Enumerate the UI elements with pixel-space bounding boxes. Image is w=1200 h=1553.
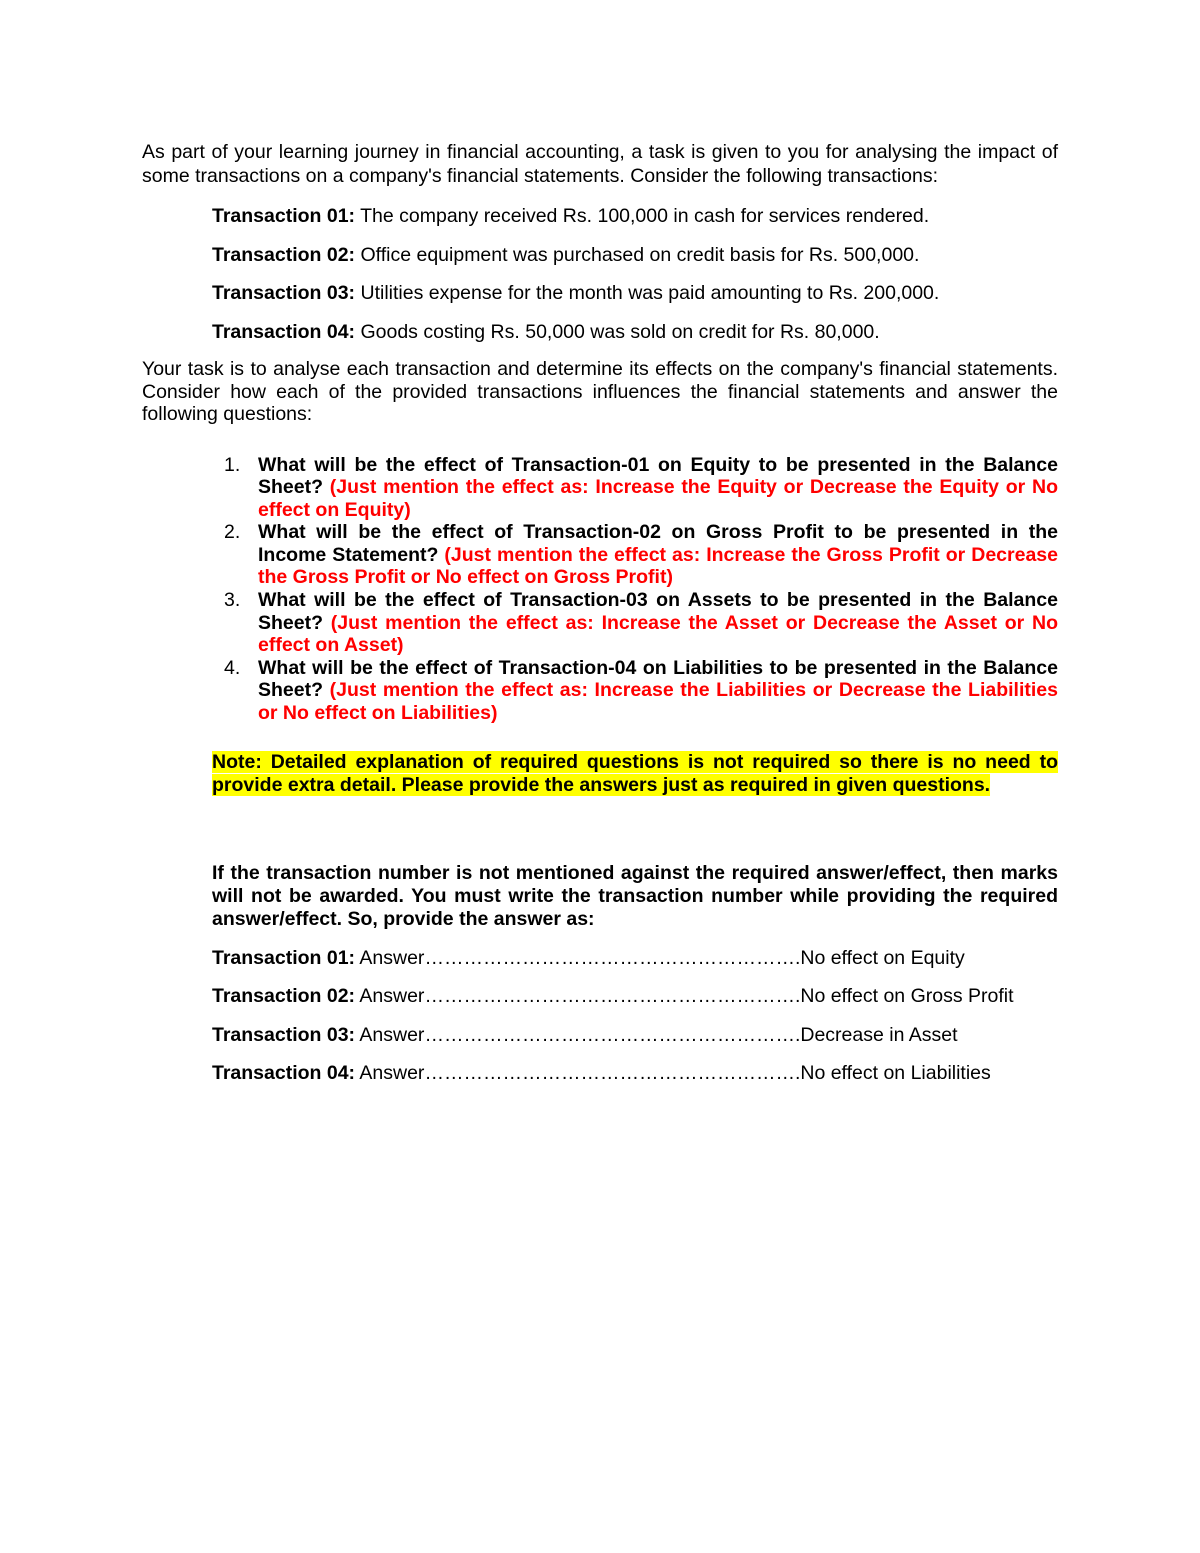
question-text: What will be the effect of Transaction-02 on Gross Profit to be presented in the Income Statement? [258,521,1058,566]
answer-label: Transaction 04: [212,1062,356,1085]
answer-item [142,1061,1058,1085]
question-item [142,589,1058,657]
intro-paragraph: As part of your learning journey in financial accounting, a task is given to you for analysing the impact of some transactions on a company's financial statements. Consider the following transactions: [142,141,1058,187]
question-hint: (Just mention the effect as: Increase the Liabilities or Decrease the Liabilities or No effect on Liabilities) [258,679,1058,725]
question-number: 3. [224,589,241,612]
answer-label: Transaction 01: [212,946,356,969]
answer-prefix: Answer [355,1062,425,1085]
answer-prefix: Answer [355,946,425,969]
transaction-item [142,320,1058,344]
answer-prefix: Answer [355,985,425,1008]
answers-list [142,946,1058,1086]
transaction-label: Transaction 03: [212,282,356,304]
question-text: What will be the effect of Transaction-04 on Liabilities to be presented in the Balance Sheet? [258,656,1058,702]
answer-value: No effect on Equity [800,946,965,969]
transaction-text: Goods costing Rs. 50,000 was sold on credit for Rs. 80,000. [355,320,880,343]
transaction-label: Transaction 01: [212,205,356,227]
transactions-list [142,204,1058,344]
answer-dots: …………………………………………………. [424,1023,801,1046]
task-paragraph: Your task is to analyse each transaction and determine its effects on the company's financial statements. Consider how each of the provided transactions influences the financial statements and answer the following questions: [142,358,1058,425]
transaction-text: The company received Rs. 100,000 in cash for services rendered. [355,205,930,227]
question-text: What will be the effect of Transaction-03 on Assets to be presented in the Balance Sheet? [258,589,1058,634]
transaction-text: Utilities expense for the month was paid amounting to Rs. 200,000. [355,282,940,304]
answer-item [142,946,1058,970]
answer-value: No effect on Gross Profit [800,985,1014,1008]
answer-label: Transaction 03: [212,1023,356,1046]
question-item [142,521,1058,589]
question-hint: (Just mention the effect as: Increase the Equity or Decrease the Equity or No effect on Equity) [258,476,1058,521]
question-hint: (Just mention the effect as: Increase the Asset or Decrease the Asset or No effect on Asset) [258,611,1058,657]
question-number: 2. [224,521,241,544]
note-paragraph [142,751,1058,797]
transaction-label: Transaction 04: [212,320,356,343]
answer-prefix: Answer [355,1023,425,1046]
transaction-item [142,243,1058,267]
transaction-label: Transaction 02: [212,243,356,266]
answer-value: No effect on Liabilities [800,1062,991,1085]
question-item [142,454,1058,522]
note-highlight: Note: Detailed explanation of required questions is not required so there is no need to provide extra detail. Please provide the answers just as required in given questions. [212,750,1058,796]
question-hint: (Just mention the effect as: Increase the Gross Profit or Decrease the Gross Profit or No effect on Gross Profit) [258,543,1058,589]
answer-item [142,1023,1058,1047]
questions-list [142,454,1058,725]
transaction-item [142,281,1058,305]
warning-paragraph: If the transaction number is not mentioned against the required answer/effect, then marks will not be awarded. You must write the transaction number while providing the required answer/effect. So, provide the answer as: [212,861,1058,930]
answer-item [142,984,1058,1008]
question-number: 1. [224,453,241,476]
answer-value: Decrease in Asset [800,1023,958,1046]
document-page [142,140,1058,1100]
answer-dots: …………………………………………………. [424,946,801,969]
question-number: 4. [224,656,241,679]
transaction-item [142,204,1058,228]
answer-dots: …………………………………………………. [424,1062,801,1085]
answer-label: Transaction 02: [212,985,356,1008]
question-text: What will be the effect of Transaction-01 on Equity to be presented in the Balance Sheet? [258,453,1058,499]
question-item [142,657,1058,725]
answer-dots: …………………………………………………. [424,985,801,1008]
transaction-text: Office equipment was purchased on credit basis for Rs. 500,000. [355,243,920,266]
